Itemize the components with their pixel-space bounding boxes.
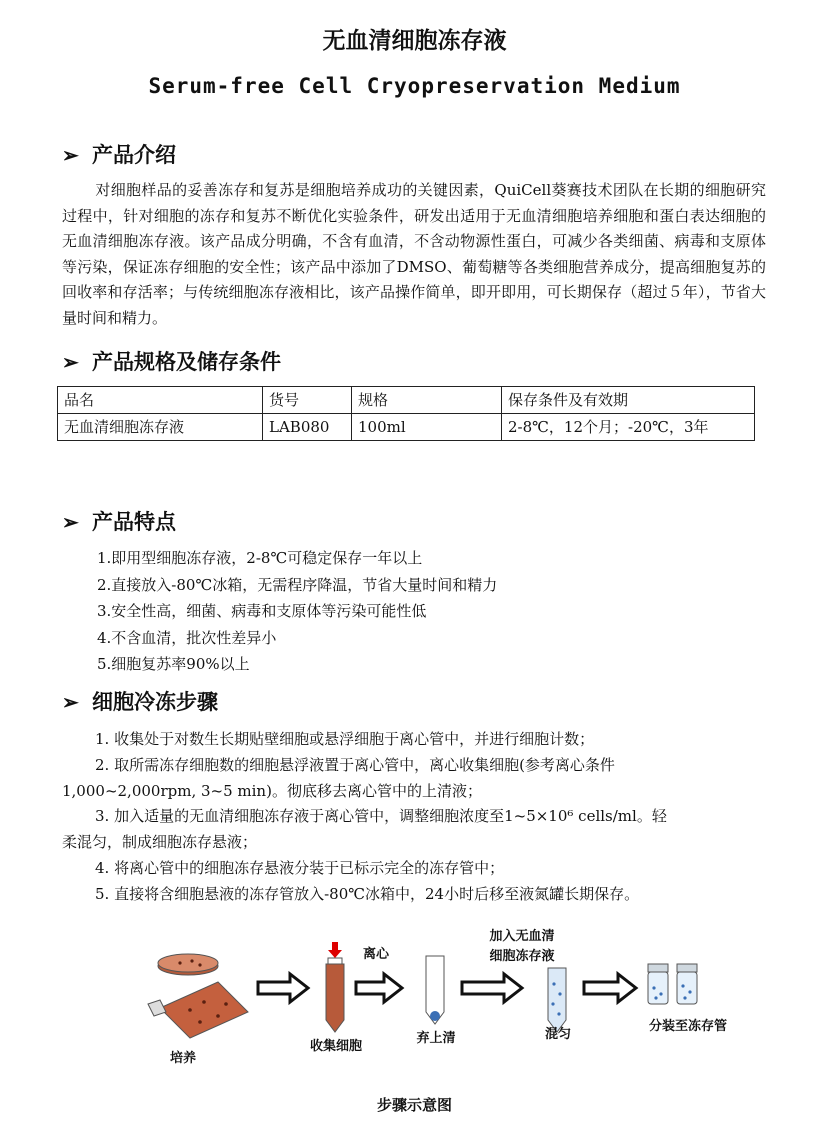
section-heading-intro <box>62 139 176 169</box>
table-row <box>58 414 755 441</box>
table-cell: 无血清细胞冻存液 <box>58 414 263 441</box>
list-item: 5.细胞复苏率90%以上 <box>97 655 250 673</box>
steps-list <box>62 727 772 908</box>
label-aliquot: 分装至冻存管 <box>648 1019 728 1034</box>
arrow-right-icon <box>356 974 402 1002</box>
heading-text: 产品规格及储存条件 <box>92 349 281 374</box>
list-item: 1. 收集处于对数生长期贴壁细胞或悬浮细胞于离心管中，并进行细胞计数； <box>95 730 595 748</box>
arrow-right-icon <box>258 974 308 1002</box>
list-item: 3. 加入适量的无血清细胞冻存液于离心管中，调整细胞浓度至1~5×10⁶ cells/ml。轻 <box>95 807 667 826</box>
label-add-line1: 加入无血清 <box>489 929 555 944</box>
list-item: 3.安全性高，细菌、病毒和支原体等污染可能性低 <box>97 602 427 620</box>
table-header-cell: 货号 <box>263 387 352 414</box>
list-item: 4.不含血清，批次性差异小 <box>97 628 277 647</box>
intro-paragraph <box>62 178 766 331</box>
culture-dish-icon <box>158 954 218 975</box>
table-cell: 100ml <box>352 414 502 441</box>
arrow-bullet-icon: ➢ <box>62 690 79 714</box>
table-header-cell: 品名 <box>58 387 263 414</box>
page-subtitle: Serum-free Cell Cryopreservation Medium <box>148 74 681 98</box>
label-centrifuge: 离心 <box>362 947 390 962</box>
heading-text: 产品特点 <box>92 509 176 534</box>
section-heading-steps <box>62 686 218 716</box>
intro-text: 对细胞样品的妥善冻存和复苏是细胞培养成功的关键因素，QuiCell葵赛技术团队在长期的细胞研究过程中，针对细胞的冻存和复苏不断优化实验条件，研发出适用于无血清细胞培养细胞和蛋白表达细胞的无血清细胞冻存液。该产品成分明确，不含有血清，不含动物源性蛋白，可减少各类细菌、病毒和支原体等污染，保证冻存细胞的安全性；该产品中添加了DMSO、葡萄糖等各类细胞营养成分，提高细胞复苏的回收率和存活率；与传统细胞冻存液相比，该产品操作简单，即开即用，可长期保存（超过５年），节省大量时间和精力。 <box>62 181 766 327</box>
label-collect: 收集细胞 <box>309 1039 363 1054</box>
list-item: 5. 直接将含细胞悬液的冻存管放入-80℃冰箱中，24小时后移至液氮罐长期保存。 <box>95 884 640 903</box>
culture-flask-icon <box>148 982 248 1038</box>
arrow-right-icon <box>584 974 636 1002</box>
section-heading-features <box>62 506 176 536</box>
table-header-row <box>58 387 755 414</box>
figure-caption: 步骤示意图 <box>376 1096 452 1114</box>
cryovial-icon <box>677 964 697 1004</box>
procedure-diagram <box>140 920 780 1070</box>
pellet-tube-icon <box>426 956 444 1024</box>
page-title: 无血清细胞冻存液 <box>322 28 507 54</box>
heading-text: 产品介绍 <box>92 142 176 167</box>
list-item: 2. 取所需冻存细胞数的细胞悬浮液置于离心管中，离心收集细胞(参考离心条件 <box>95 755 615 774</box>
label-mix: 混匀 <box>544 1027 572 1042</box>
list-item: 1,000~2,000rpm, 3~5 min)。彻底移去离心管中的上清液； <box>62 781 482 800</box>
spec-table <box>57 386 755 441</box>
mixed-tube-icon <box>548 968 566 1032</box>
table-header-cell: 保存条件及有效期 <box>502 387 755 414</box>
list-item: 柔混匀，制成细胞冻存悬液； <box>62 833 258 852</box>
label-culture: 培养 <box>169 1051 197 1066</box>
centrifuge-tube-icon <box>326 942 344 1032</box>
arrow-bullet-icon: ➢ <box>62 143 79 167</box>
arrow-bullet-icon: ➢ <box>62 350 79 374</box>
section-heading-spec <box>62 346 281 376</box>
table-header-cell: 规格 <box>352 387 502 414</box>
label-discard: 弃上清 <box>416 1031 456 1046</box>
list-item: 2.直接放入-80℃冰箱，无需程序降温，节省大量时间和精力 <box>97 575 498 594</box>
list-item: 4. 将离心管中的细胞冻存悬液分装于已标示完全的冻存管中； <box>95 858 505 877</box>
heading-text: 细胞冷冻步骤 <box>92 689 218 714</box>
arrow-right-icon <box>462 974 522 1002</box>
arrow-bullet-icon: ➢ <box>62 510 79 534</box>
label-add-line2: 细胞冻存液 <box>489 949 555 964</box>
list-item: 1.即用型细胞冻存液，2-8℃可稳定保存一年以上 <box>97 549 423 567</box>
features-list <box>97 545 497 678</box>
table-cell: 2-8℃，12个月；-20℃，3年 <box>502 414 755 441</box>
table-cell: LAB080 <box>263 414 352 441</box>
cryovial-icon <box>648 964 668 1004</box>
